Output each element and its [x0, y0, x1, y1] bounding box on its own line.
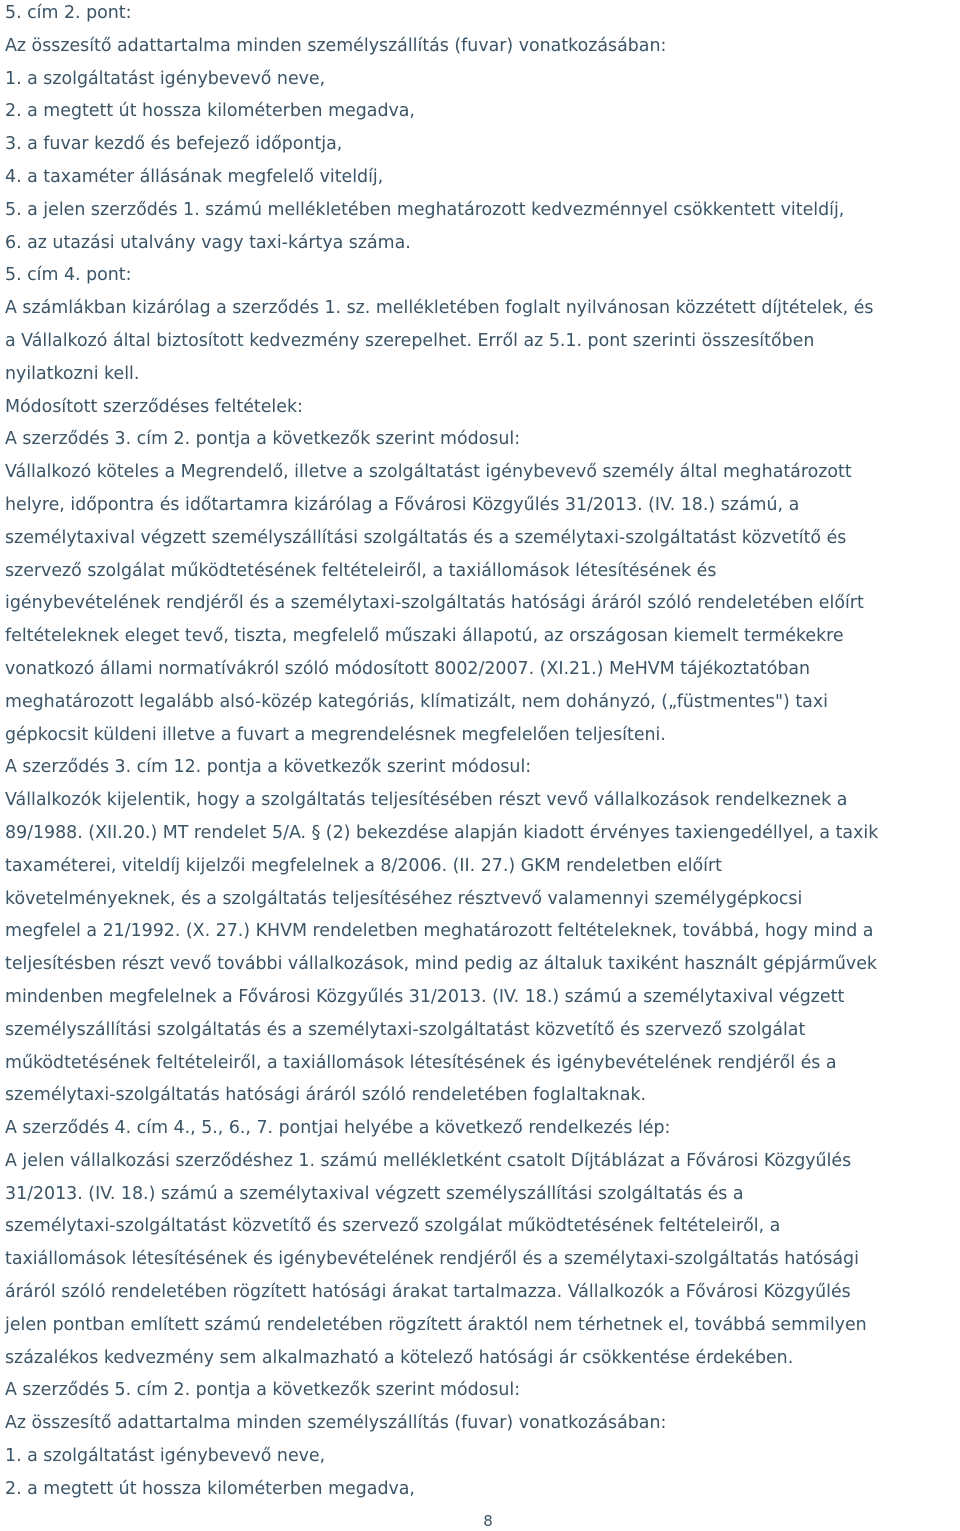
text-line: áráról szóló rendeletében rögzített hatósági árakat tartalmazza. Vállalkozók a Fővárosi Közgyűlés	[5, 1282, 851, 1303]
text-line: A jelen vállalkozási szerződéshez 1. számú mellékletként csatolt Díjtáblázat a Fővárosi Közgyűlés	[5, 1150, 852, 1171]
text-line: gépkocsit küldeni illetve a fuvart a megrendelésnek megfelelően teljesíteni.	[5, 724, 666, 745]
text-line: jelen pontban említett számú rendeletében rögzített áraktól nem térhetnek el, továbbá semmilyen	[5, 1314, 867, 1335]
text-line: követelményeknek, és a szolgáltatás teljesítéséhez résztvevő valamennyi személygépkocsi	[5, 888, 803, 909]
text-line: személytaxival végzett személyszállítási szolgáltatás és a személytaxi-szolgáltatást közvetítő és	[5, 527, 847, 548]
text-line: 4. a taxaméter állásának megfelelő viteldíj,	[5, 166, 384, 187]
text-line: 5. a jelen szerződés 1. számú mellékletében meghatározott kedvezménnyel csökkentett viteldíj,	[5, 199, 845, 220]
text-line: 89/1988. (XII.20.) MT rendelet 5/A. § (2) bekezdése alapján kiadott érvényes taxiengedéllyel, a taxik	[5, 822, 879, 843]
page-number: 8	[483, 1512, 493, 1530]
text-line: Az összesítő adattartalma minden személyszállítás (fuvar) vonatkozásában:	[5, 1413, 667, 1434]
text-line: taxiállomások létesítésének és igénybevételének rendjéről és a személytaxi-szolgáltatás hatósági	[5, 1249, 859, 1270]
text-line: vonatkozó állami normatívákról szóló módosított 8002/2007. (XI.21.) MeHVM tájékoztatóban	[5, 658, 811, 679]
text-line: 6. az utazási utalvány vagy taxi-kártya száma.	[5, 232, 411, 253]
text-line: 5. cím 4. pont:	[5, 265, 132, 286]
text-line: meghatározott legalább alsó-közép kategóriás, klímatizált, nem dohányzó, („füstmentes") taxi	[5, 691, 828, 712]
text-line: megfelel a 21/1992. (X. 27.) KHVM rendeletben meghatározott feltételeknek, továbbá, hogy mind a	[5, 921, 874, 942]
text-line: 5. cím 2. pont:	[5, 3, 132, 23]
text-line: A számlákban kizárólag a szerződés 1. sz. mellékletében foglalt nyilvánosan közzétett díjtételek, és	[5, 298, 874, 319]
text-line: taxaméterei, viteldíj kijelzői megfelelnek a 8/2006. (II. 27.) GKM rendeletben előírt	[5, 855, 722, 876]
text-line: személytaxi-szolgáltatás hatósági áráról szóló rendeletében foglaltaknak.	[5, 1085, 647, 1106]
text-line: 1. a szolgáltatást igénybevevő neve,	[5, 68, 326, 89]
text-line: nyilatkozni kell.	[5, 363, 140, 384]
text-line: szervező szolgálat működtetésének feltételeiről, a taxiállomások létesítésének és	[5, 560, 717, 581]
text-line: személytaxi-szolgáltatást közvetítő és szervező szolgálat működtetésének feltételeiről, a	[5, 1216, 781, 1237]
text-line: mindenben megfelelnek a Fővárosi Közgyűlés 31/2013. (IV. 18.) számú a személytaxival végzett	[5, 986, 845, 1007]
text-line: 2. a megtett út hossza kilométerben megadva,	[5, 101, 415, 122]
text-line: Vállalkozók kijelentik, hogy a szolgáltatás teljesítésében részt vevő vállalkozások rendelkeznek a	[5, 790, 848, 811]
text-line: százalékos kedvezmény sem alkalmazható a kötelező hatósági ár csökkentése érdekében.	[5, 1347, 794, 1368]
text-line: igénybevételének rendjéről és a személytaxi-szolgáltatás hatósági áráról szóló rendeletében előírt	[5, 593, 864, 614]
text-line: A szerződés 5. cím 2. pontja a következők szerint módosul:	[5, 1380, 521, 1401]
text-line: 3. a fuvar kezdő és befejező időpontja,	[5, 134, 343, 155]
text-line: működtetésének feltételeiről, a taxiállomások létesítésének és igénybevételének rendjéről és a	[5, 1052, 837, 1073]
text-line: feltételeknek eleget tevő, tiszta, megfelelő műszaki állapotú, az országosan kiemelt termékekre	[5, 626, 844, 647]
text-line: Az összesítő adattartalma minden személyszállítás (fuvar) vonatkozásában:	[5, 35, 667, 56]
text-line: helyre, időpontra és időtartamra kizárólag a Fővárosi Közgyűlés 31/2013. (IV. 18.) számú, a	[5, 494, 800, 515]
text-line: teljesítésben részt vevő további vállalkozások, mind pedig az általuk taxiként használt gépjárművek	[5, 954, 877, 975]
text-line: 2. a megtett út hossza kilométerben megadva,	[5, 1478, 415, 1499]
text-line: Módosított szerződéses feltételek:	[5, 396, 303, 417]
text-line: 31/2013. (IV. 18.) számú a személytaxival végzett személyszállítási szolgáltatás és a	[5, 1183, 744, 1204]
document-body	[5, 0, 955, 1506]
text-line: A szerződés 3. cím 12. pontja a következők szerint módosul:	[5, 757, 532, 778]
text-line: A szerződés 3. cím 2. pontja a következők szerint módosul:	[5, 429, 521, 450]
text-line: A szerződés 4. cím 4., 5., 6., 7. pontjai helyébe a következő rendelkezés lép:	[5, 1118, 671, 1139]
text-line: személyszállítási szolgáltatás és a személytaxi-szolgáltatást közvetítő és szervező szolgálat	[5, 1019, 806, 1040]
text-line: 1. a szolgáltatást igénybevevő neve,	[5, 1446, 326, 1467]
text-line: Vállalkozó köteles a Megrendelő, illetve a szolgáltatást igénybevevő személy által meghatározott	[5, 462, 852, 483]
text-line: a Vállalkozó által biztosított kedvezmény szerepelhet. Erről az 5.1. pont szerinti összesítőben	[5, 330, 815, 351]
